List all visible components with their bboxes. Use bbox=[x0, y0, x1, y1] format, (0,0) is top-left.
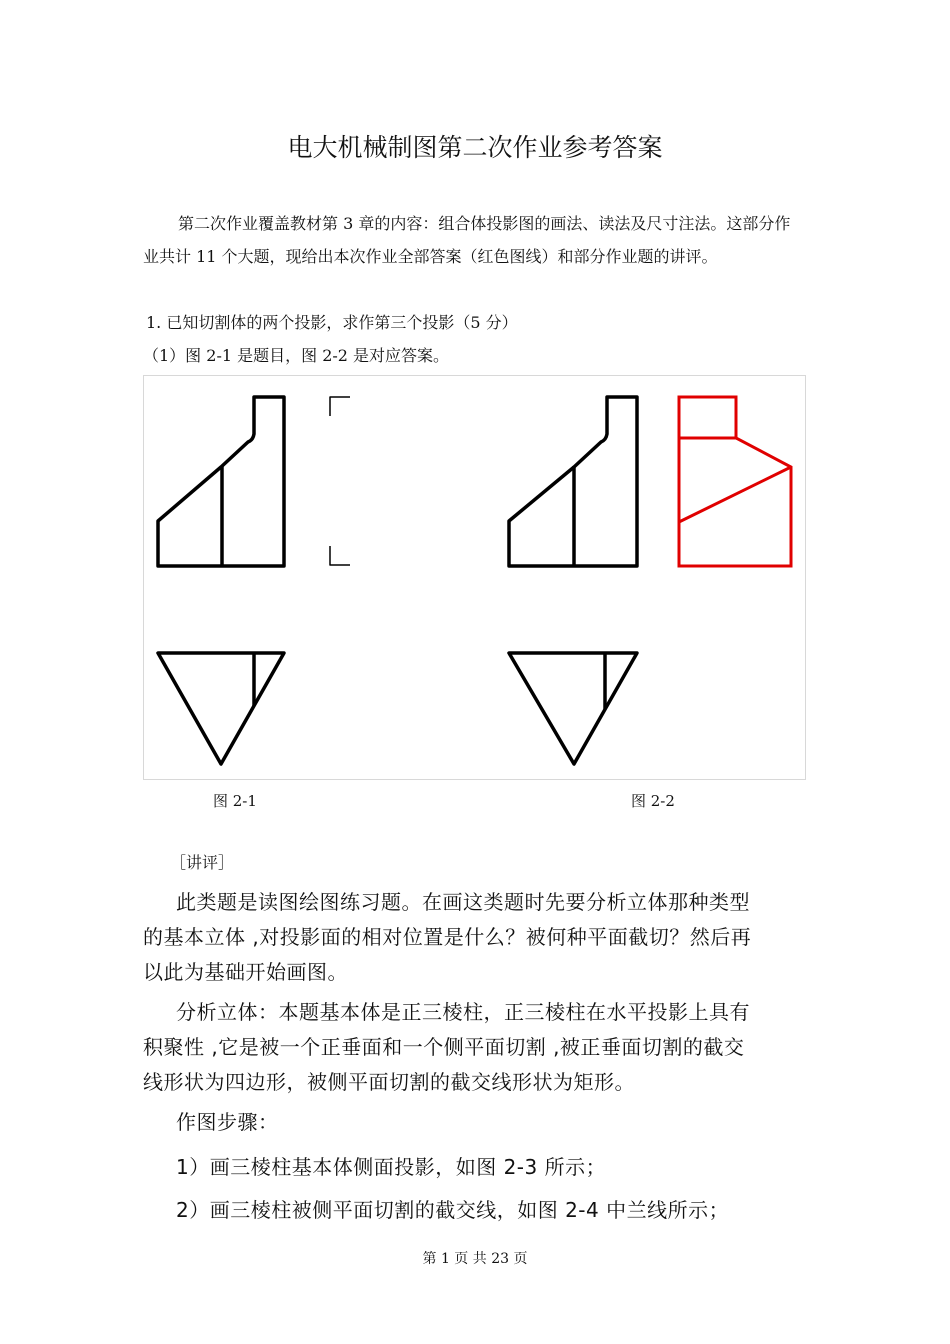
figure-drawing bbox=[144, 376, 807, 781]
comment-para2-line2: 积聚性 ,它是被一个正垂面和一个侧平面切割 ,被正垂面切割的截交 bbox=[143, 1035, 745, 1059]
fig2-answer-side-view-diagonal bbox=[679, 467, 791, 522]
comment-para1-line3: 以此为基础开始画图。 bbox=[143, 960, 348, 984]
fig2-top-view-triangle bbox=[509, 653, 637, 764]
comment-para2-line3: 线形状为四边形，被侧平面切割的截交线形状为矩形。 bbox=[143, 1070, 635, 1094]
comment-para1-line2: 的基本立体 ,对投影面的相对位置是什么？被何种平面截切？然后再 bbox=[143, 925, 752, 949]
step-1: 1）画三棱柱基本体侧面投影，如图 2-3 所示； bbox=[176, 1155, 607, 1179]
fig1-side-bracket-top bbox=[330, 397, 350, 416]
comment-para1-line1: 此类题是读图绘图练习题。在画这类题时先要分析立体那种类型 bbox=[176, 890, 750, 914]
figure-caption-2-2: 图 2-2 bbox=[631, 792, 675, 810]
figure-caption-2-1: 图 2-1 bbox=[213, 792, 257, 810]
comment-para2-line1: 分析立体：本题基本体是正三棱柱，正三棱柱在水平投影上具有 bbox=[176, 1000, 750, 1024]
question-1-subline: （1）图 2-1 是题目，图 2-2 是对应答案。 bbox=[143, 346, 450, 365]
question-1-line: 1. 已知切割体的两个投影，求作第三个投影（5 分） bbox=[146, 313, 518, 332]
fig1-top-view-triangle bbox=[158, 653, 284, 764]
steps-heading: 作图步骤： bbox=[176, 1110, 279, 1134]
step-2: 2）画三棱柱被侧平面切割的截交线，如图 2-4 中兰线所示； bbox=[176, 1198, 730, 1222]
fig1-side-bracket-bottom bbox=[330, 546, 350, 565]
intro-line-2: 业共计 11 个大题，现给出本次作业全部答案（红色图线）和部分作业题的讲评。 bbox=[143, 247, 718, 266]
comment-heading: ［讲评］ bbox=[170, 853, 235, 872]
page-footer: 第 1 页 共 23 页 bbox=[422, 1251, 528, 1267]
fig2-answer-side-view-outline bbox=[679, 397, 791, 566]
figure-box bbox=[143, 375, 806, 780]
page-title: 电大机械制图第二次作业参考答案 bbox=[287, 133, 663, 162]
intro-line-1: 第二次作业覆盖教材第 3 章的内容：组合体投影图的画法、读法及尺寸注法。这部分作 bbox=[178, 214, 791, 233]
